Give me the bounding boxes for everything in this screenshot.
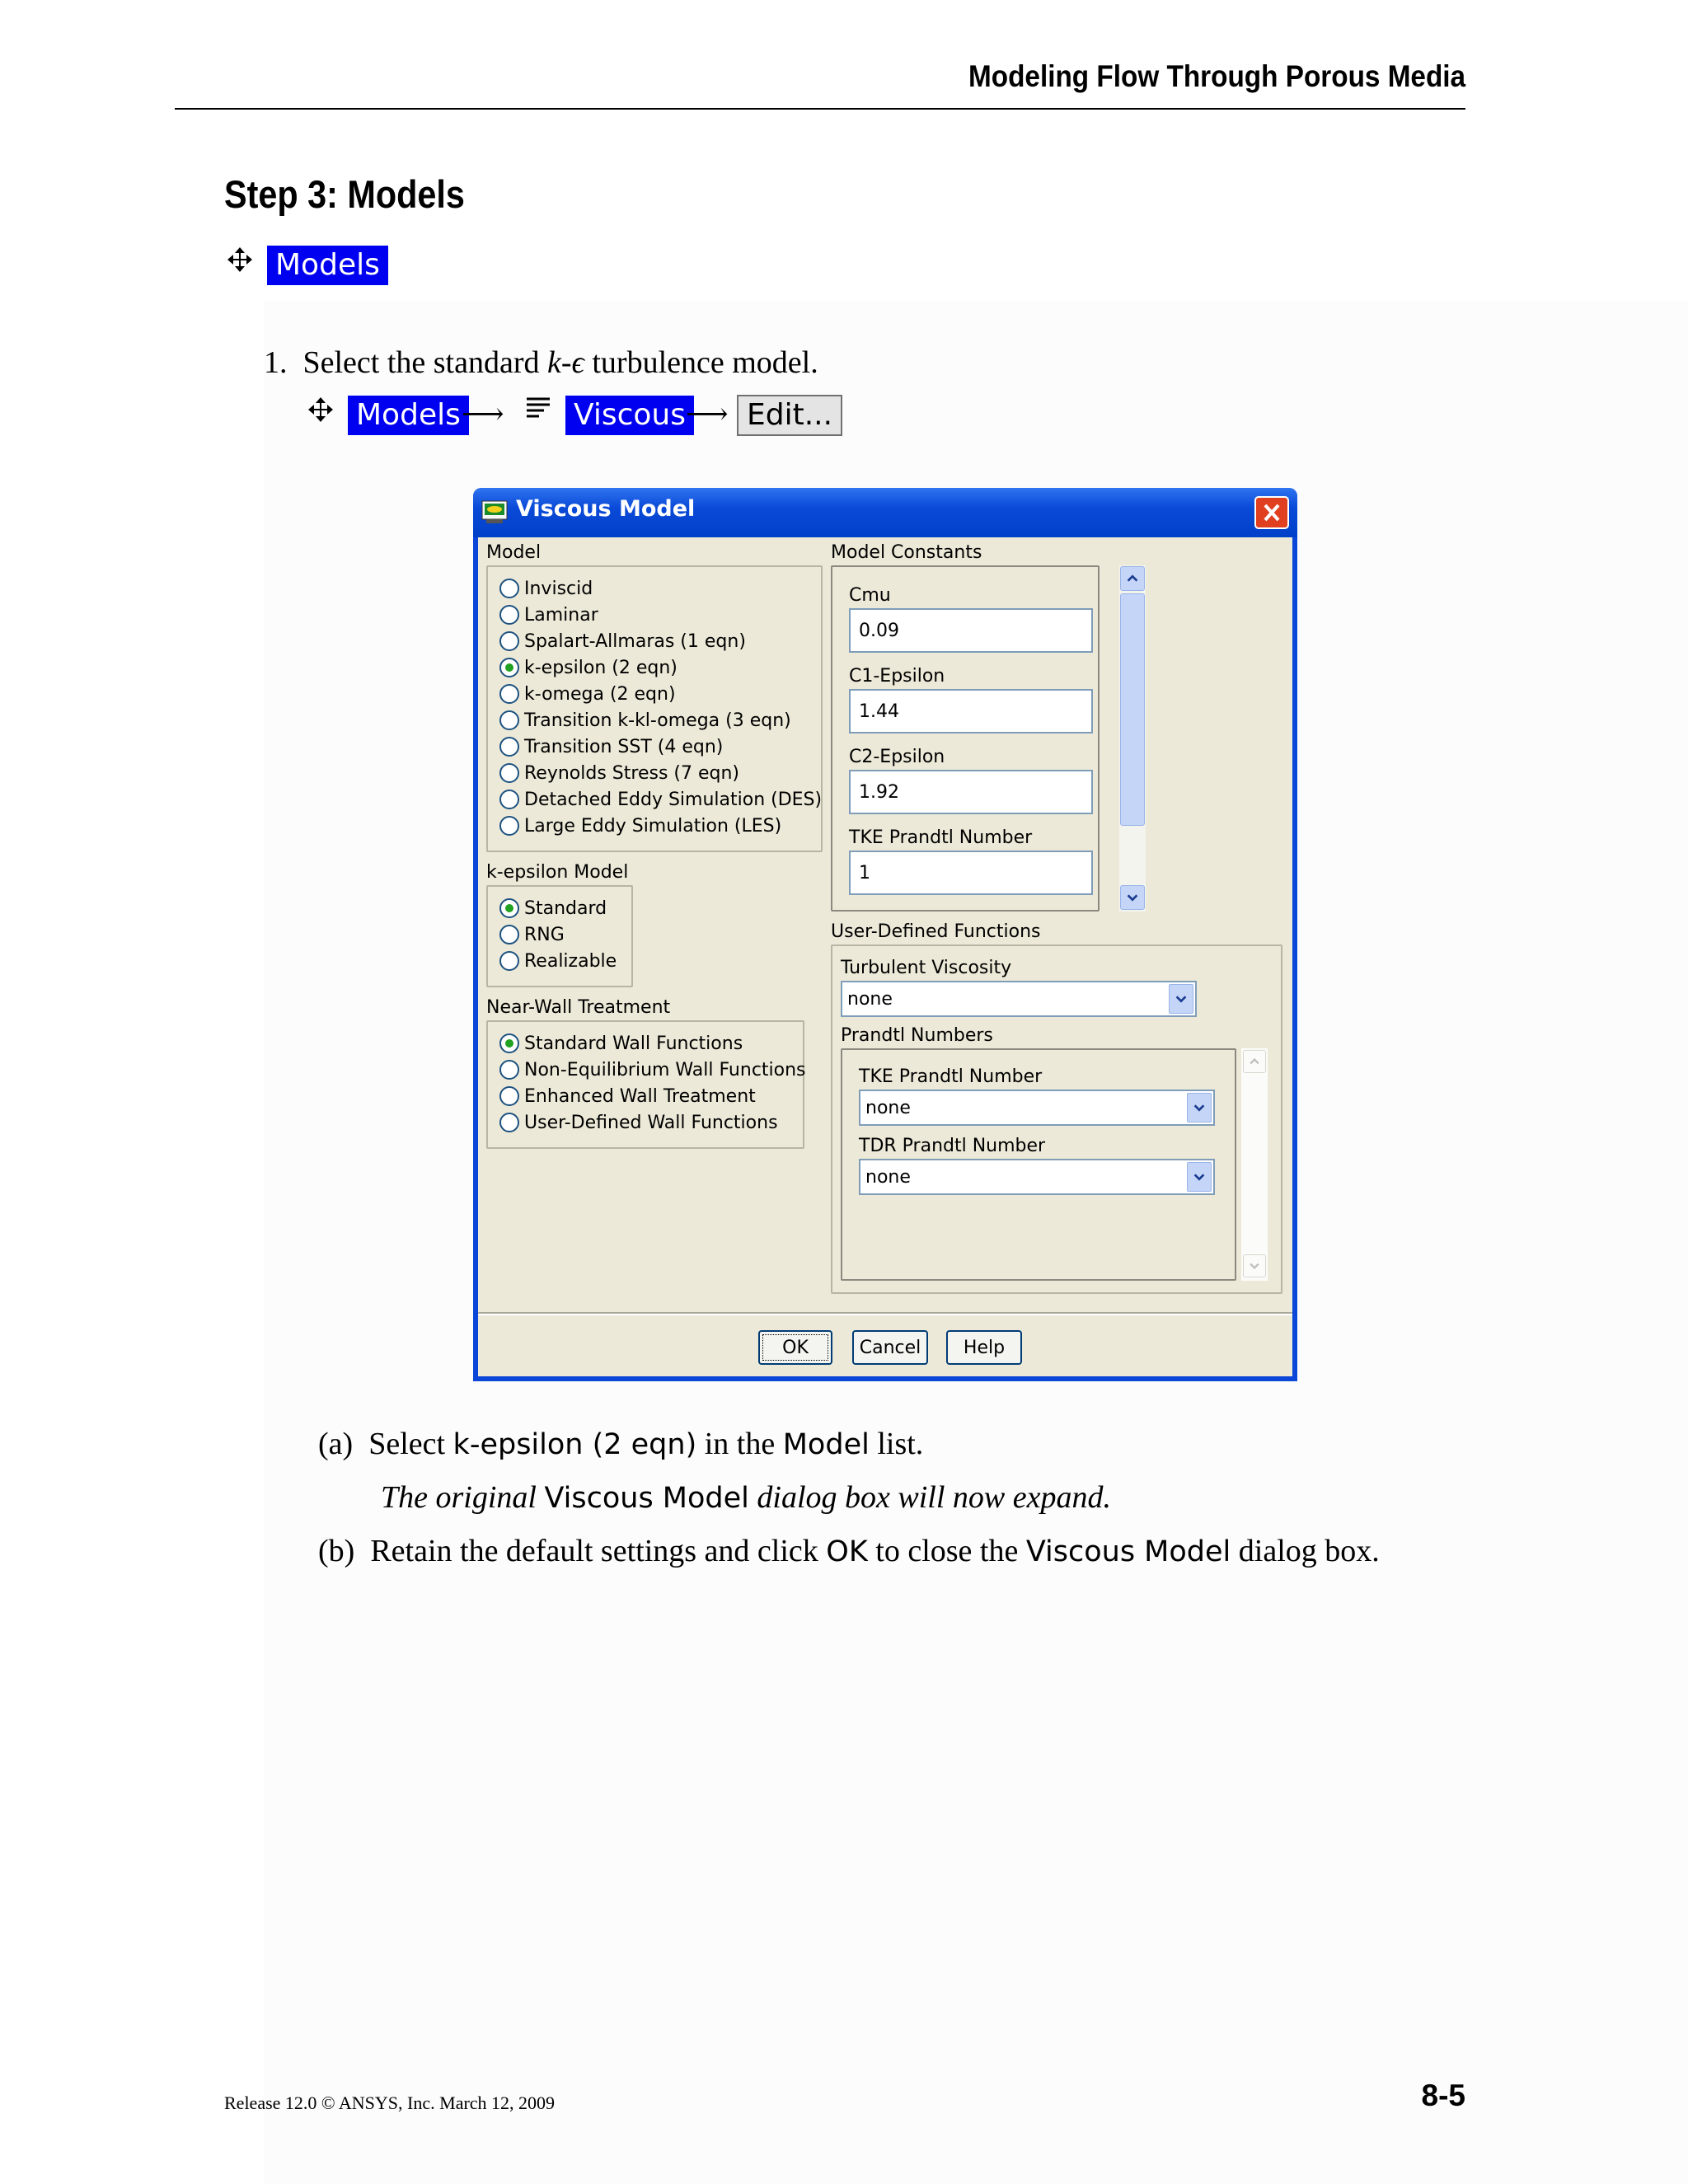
radio-button[interactable] [499,579,519,598]
tke-prandtl-input[interactable]: 1 [849,851,1093,895]
select-value: none [865,1166,911,1188]
dialog-body [478,537,1292,1376]
substep-marker: (b) [318,1534,355,1568]
substep-note [381,1479,1111,1516]
k-epsilon-group-label: k-epsilon Model [486,862,629,883]
close-icon[interactable] [1254,496,1289,529]
radio-k-omega[interactable] [499,681,822,707]
near-wall-group [486,1020,804,1149]
radio-button[interactable] [499,816,519,836]
ok-button[interactable]: OK [758,1330,832,1365]
gui-item-viscous-model: Viscous Model [544,1482,749,1515]
radio-transition-sst[interactable] [499,733,822,760]
scroll-up-icon[interactable] [1243,1050,1266,1073]
tke-prandtl-select[interactable] [859,1090,1215,1126]
radio-button[interactable] [499,1060,519,1080]
gui-item-k-epsilon: k-epsilon (2 eqn) [452,1428,697,1461]
note-text: The original [381,1480,545,1515]
gui-item-viscous-model: Viscous Model [1025,1535,1231,1568]
tdr-prandtl-select[interactable] [859,1159,1215,1195]
k-symbol: k [547,345,561,380]
radio-realizable[interactable] [499,948,617,974]
substep-marker: (a) [318,1427,354,1461]
udf-group [831,944,1282,1294]
radio-label: Non-Equilibrium Wall Functions [524,1059,806,1080]
step-number: 1. [264,345,288,380]
radio-button-selected[interactable] [499,658,519,677]
substep-text: to close the [867,1534,1026,1568]
radio-label: Laminar [524,604,598,626]
edit-button-reference[interactable]: Edit... [737,395,842,436]
radio-label: Transition k-kl-omega (3 eqn) [524,710,791,731]
chevron-down-icon[interactable] [1187,1093,1212,1122]
step-1-text-start: Select the standard [302,345,548,380]
radio-label: Standard [524,898,607,919]
radio-button[interactable] [499,710,519,730]
cancel-button[interactable]: Cancel [852,1330,928,1365]
scroll-thumb[interactable] [1120,593,1145,826]
radio-button-selected[interactable] [499,1033,519,1053]
header-rule [175,108,1465,110]
viscous-model-dialog [473,488,1297,1381]
footer-release: Release 12.0 © ANSYS, Inc. March 12, 2009 [224,2093,556,2113]
substep-a [318,1426,923,1462]
substep-text: dialog box. [1231,1534,1380,1568]
radio-label: Detached Eddy Simulation (DES) [524,789,823,810]
model-constants-panel [831,565,1100,912]
path-arrow: ⟶ [462,397,504,431]
chevron-down-icon[interactable] [1187,1162,1212,1192]
models-nav-link[interactable]: Models [267,246,388,285]
radio-label: Reynolds Stress (7 eqn) [524,762,739,784]
tke-prandtl-label: TKE Prandtl Number [849,827,1033,848]
radio-label: k-epsilon (2 eqn) [524,657,678,678]
prandtl-scrollbar[interactable] [1241,1048,1268,1281]
substep-text: Retain the default settings and click [370,1534,827,1568]
tke-prandtl-udf-label: TKE Prandtl Number [859,1066,1043,1087]
radio-button[interactable] [499,925,519,944]
radio-standard[interactable] [499,895,617,921]
radio-user-defined-wall[interactable] [499,1109,806,1136]
radio-button[interactable] [499,605,519,625]
gui-item-model: Model [782,1428,870,1461]
radio-laminar[interactable] [499,602,822,628]
list-icon [524,396,552,424]
select-value: none [865,1097,911,1118]
scroll-down-icon[interactable] [1243,1254,1266,1277]
epsilon-symbol: ϵ [571,345,584,380]
radio-label: Inviscid [524,578,593,599]
substep-text: in the [696,1427,783,1461]
gui-item-ok: OK [826,1535,868,1568]
path-models-link[interactable]: Models [348,396,469,435]
button-separator-highlight [478,1314,1292,1315]
substep-text: Select [368,1427,453,1461]
path-arrow: ⟶ [686,397,729,431]
radio-des[interactable] [499,786,822,813]
udf-label: User-Defined Functions [831,921,1041,942]
radio-label: RNG [524,924,565,945]
scroll-up-icon[interactable] [1120,566,1145,591]
select-value: none [847,988,893,1010]
radio-label: Realizable [524,950,617,972]
radio-label: Enhanced Wall Treatment [524,1085,756,1107]
step-1-text-end: turbulence model. [584,345,818,380]
substep-text: list. [869,1427,924,1461]
radio-standard-wall-functions[interactable] [499,1030,806,1057]
radio-transition-kkl-omega[interactable] [499,707,822,733]
radio-button[interactable] [499,1113,519,1132]
tdr-prandtl-label: TDR Prandtl Number [859,1136,1046,1156]
radio-rng[interactable] [499,921,617,948]
dialog-title: Viscous Model [516,496,696,522]
radio-button[interactable] [499,684,519,704]
step-1-text [264,344,818,381]
radio-label: Spalart-Allmaras (1 eqn) [524,630,746,652]
prandtl-panel [841,1048,1236,1281]
radio-button[interactable] [499,737,519,757]
cmu-label: Cmu [849,585,891,606]
move-arrows-icon [307,396,335,424]
page-number: 8-5 [1421,2079,1465,2112]
radio-non-equilibrium[interactable] [499,1057,806,1083]
step-title: Step 3: Models [224,172,465,216]
radio-label: Standard Wall Functions [524,1033,743,1054]
turbulent-viscosity-label: Turbulent Viscosity [841,958,1012,978]
model-group-label: Model [486,542,542,563]
note-text: dialog box will now expand. [748,1480,1111,1515]
radio-label: Transition SST (4 eqn) [524,736,724,757]
c2-epsilon-input[interactable]: 1.92 [849,770,1093,814]
constants-scrollbar[interactable] [1119,565,1146,912]
radio-button[interactable] [499,951,519,971]
dash: - [560,345,572,380]
radio-label: Large Eddy Simulation (LES) [524,815,782,837]
radio-button[interactable] [499,1086,519,1106]
radio-button[interactable] [499,790,519,809]
turbulent-viscosity-select[interactable] [841,981,1197,1017]
near-wall-group-label: Near-Wall Treatment [486,997,671,1018]
model-group [486,565,823,852]
radio-button[interactable] [499,763,519,783]
running-header: Modeling Flow Through Porous Media [968,59,1465,93]
substep-b [318,1533,1380,1569]
k-epsilon-group [486,885,633,987]
c1-epsilon-input[interactable]: 1.44 [849,689,1093,733]
move-arrows-icon [226,246,254,274]
help-button[interactable]: Help [946,1330,1022,1365]
c2-epsilon-label: C2-Epsilon [849,747,945,767]
radio-button-selected[interactable] [499,898,519,918]
c1-epsilon-label: C1-Epsilon [849,666,945,687]
prandtl-numbers-label: Prandtl Numbers [841,1025,993,1046]
radio-label: User-Defined Wall Functions [524,1112,778,1133]
chevron-down-icon[interactable] [1169,984,1193,1014]
radio-spalart-allmaras[interactable] [499,628,822,654]
radio-label: k-omega (2 eqn) [524,683,676,705]
cmu-input[interactable]: 0.09 [849,608,1093,653]
radio-button[interactable] [499,631,519,651]
app-icon [481,499,508,524]
path-viscous-link[interactable]: Viscous [565,396,694,435]
scroll-down-icon[interactable] [1120,885,1145,910]
radio-k-epsilon[interactable] [499,654,822,681]
radio-inviscid[interactable] [499,575,822,602]
radio-reynolds-stress[interactable] [499,760,822,786]
radio-les[interactable] [499,813,822,839]
model-constants-label: Model Constants [831,542,982,563]
radio-enhanced-wall[interactable] [499,1083,806,1109]
